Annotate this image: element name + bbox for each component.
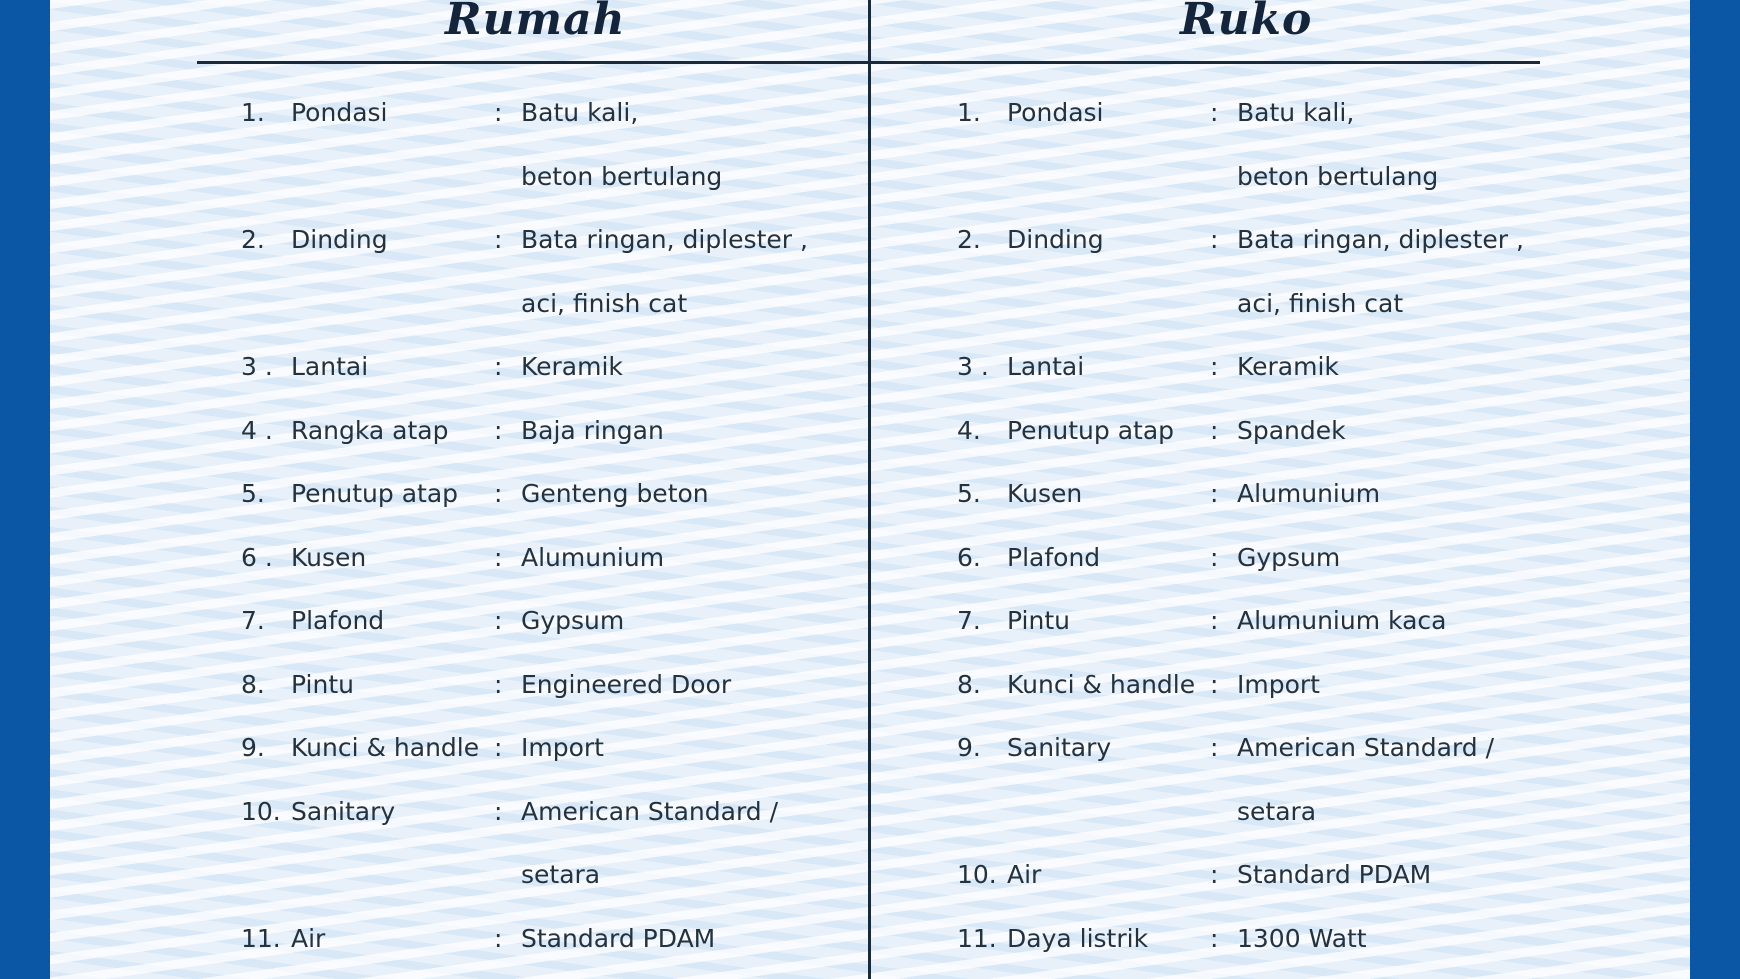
- spec-value: Alumunium: [1237, 479, 1381, 508]
- spec-colon: :: [1210, 860, 1219, 889]
- spec-value: Import: [1237, 669, 1320, 699]
- spec-number: 9.: [241, 733, 265, 762]
- spec-colon: :: [494, 98, 503, 127]
- spec-value: 1300 Watt: [1237, 923, 1367, 953]
- spec-colon: :: [494, 225, 503, 254]
- spec-number: 5.: [957, 479, 981, 508]
- spec-colon: :: [494, 669, 503, 699]
- spec-value: aci, finish cat: [521, 288, 688, 318]
- spec-value: Bata ringan, diplester ,: [1237, 225, 1524, 254]
- spec-label: Lantai: [1007, 352, 1085, 381]
- spec-value: Genteng beton: [521, 479, 709, 508]
- spec-number: 9.: [957, 733, 981, 762]
- spec-value: Gypsum: [1237, 542, 1341, 572]
- spec-value: Alumunium kaca: [1237, 606, 1447, 635]
- spec-value: beton bertulang: [521, 161, 723, 191]
- spec-colon: :: [494, 733, 503, 762]
- spec-colon: :: [494, 479, 503, 508]
- spec-value: American Standard /: [521, 796, 779, 826]
- ruko-title: Ruko: [1180, 0, 1313, 45]
- spec-value: Spandek: [1237, 415, 1346, 445]
- spec-number: 4 .: [241, 415, 273, 445]
- spec-label: Kusen: [1007, 479, 1083, 508]
- spec-value: beton bertulang: [1237, 161, 1439, 191]
- spec-label: Plafond: [291, 606, 385, 635]
- spec-colon: :: [494, 796, 503, 826]
- spec-value: setara: [521, 860, 601, 889]
- spec-value: setara: [1237, 796, 1317, 826]
- spec-number: 7.: [241, 606, 265, 635]
- spec-value: Batu kali,: [1237, 98, 1355, 127]
- spec-label: Lantai: [291, 352, 369, 381]
- spec-value: Batu kali,: [521, 98, 639, 127]
- spec-label: Dinding: [1007, 225, 1104, 254]
- spec-number: 1.: [241, 98, 265, 127]
- spec-colon: :: [1210, 98, 1219, 127]
- spec-value: Gypsum: [521, 606, 625, 635]
- spec-label: Pintu: [1007, 606, 1070, 635]
- spec-colon: :: [1210, 923, 1219, 953]
- spec-label: Kunci & handle: [1007, 669, 1196, 699]
- spec-value: aci, finish cat: [1237, 288, 1404, 318]
- spec-colon: :: [1210, 542, 1219, 572]
- spec-number: 1.: [957, 98, 981, 127]
- spec-label: Penutup atap: [1007, 415, 1175, 445]
- spec-value: Standard PDAM: [521, 923, 716, 953]
- spec-colon: :: [1210, 479, 1219, 508]
- spec-number: 8.: [241, 669, 265, 699]
- spec-value: Alumunium: [521, 542, 665, 572]
- spec-colon: :: [494, 606, 503, 635]
- spec-value: Import: [521, 733, 604, 762]
- spec-colon: :: [1210, 225, 1219, 254]
- spec-number: 8.: [957, 669, 981, 699]
- spec-label: Air: [291, 923, 326, 953]
- spec-number: 7.: [957, 606, 981, 635]
- spec-number: 11.: [957, 923, 997, 953]
- rumah-title: Rumah: [445, 0, 626, 45]
- spec-value: Keramik: [1237, 352, 1339, 381]
- spec-label: Pondasi: [1007, 98, 1104, 127]
- spec-number: 11.: [241, 923, 281, 953]
- spec-label: Daya listrik: [1007, 923, 1149, 953]
- spec-number: 10.: [241, 796, 281, 826]
- spec-colon: :: [1210, 606, 1219, 635]
- spec-label: Sanitary: [291, 796, 396, 826]
- spec-number: 4.: [957, 415, 981, 445]
- spec-label: Kunci & handle: [291, 733, 480, 762]
- spec-number: 6 .: [241, 542, 273, 572]
- spec-number: 10.: [957, 860, 997, 889]
- spec-colon: :: [1210, 669, 1219, 699]
- spec-colon: :: [1210, 415, 1219, 445]
- spec-label: Kusen: [291, 542, 367, 572]
- spec-label: Sanitary: [1007, 733, 1112, 762]
- spec-colon: :: [1210, 352, 1219, 381]
- spec-label: Dinding: [291, 225, 388, 254]
- spec-colon: :: [494, 542, 503, 572]
- spec-value: Keramik: [521, 352, 623, 381]
- spec-colon: :: [1210, 733, 1219, 762]
- spec-label: Pintu: [291, 669, 354, 699]
- spec-colon: :: [494, 415, 503, 445]
- spec-value: Engineered Door: [521, 669, 732, 699]
- spec-value: Baja ringan: [521, 415, 664, 445]
- spec-label: Rangka atap: [291, 415, 449, 445]
- spec-value: Bata ringan, diplester ,: [521, 225, 808, 254]
- spec-colon: :: [494, 923, 503, 953]
- spec-label: Penutup atap: [291, 479, 459, 508]
- spec-label: Plafond: [1007, 542, 1101, 572]
- spec-value: American Standard /: [1237, 733, 1495, 762]
- spec-label: Air: [1007, 860, 1042, 889]
- spec-label: Pondasi: [291, 98, 388, 127]
- spec-value: Standard PDAM: [1237, 860, 1432, 889]
- spec-number: 3 .: [957, 352, 989, 381]
- spec-colon: :: [494, 352, 503, 381]
- spec-number: 2.: [957, 225, 981, 254]
- spec-number: 5.: [241, 479, 265, 508]
- column-divider: [868, 0, 871, 979]
- spec-number: 3 .: [241, 352, 273, 381]
- spec-number: 2.: [241, 225, 265, 254]
- spec-number: 6.: [957, 542, 981, 572]
